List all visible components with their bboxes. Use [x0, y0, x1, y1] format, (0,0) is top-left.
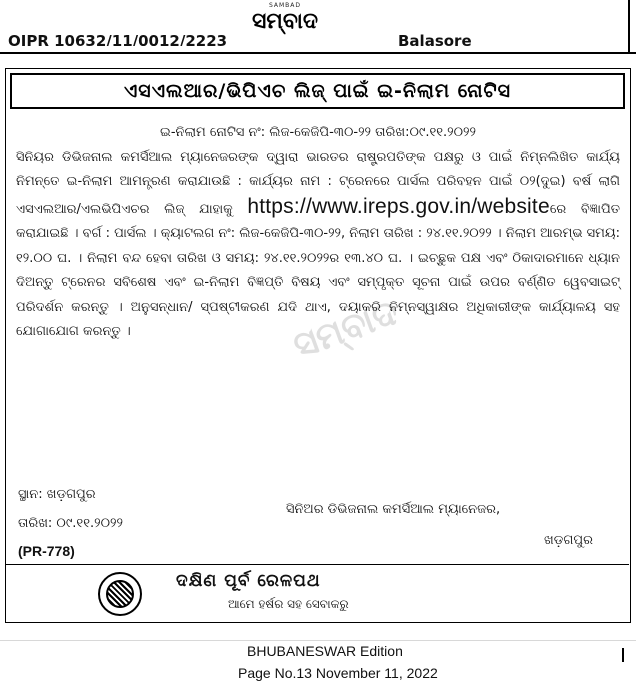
notice-title-box	[10, 73, 625, 109]
cut-off-code: OIPR 10632/11/0012/2223	[8, 34, 228, 46]
notice-paragraph-2: ରେ ବିଜ୍ଞାପିତ କରାଯାଇଛି । ବର୍ଗ : ପାର୍ସଲ । କ୍ୟାଟଲଗ ନଂ: ଲିଜ-କେଜିପି-୩୦-୨୨, ନିଲାମ ତାରିଖ : ୨୪.୧୧.୨୦୨୨ । ନିଲାମ ଆରମ୍ଭ ସମୟ: ୧୨.୦୦ ଘ. । ନିଲାମ ବନ୍ଦ ହେବା ତାରିଖ ଓ ସମୟ: ୨୪.୧୧.୨୦୨୨ର ୧୩.୪୦ ଘ. । ଇଚ୍ଛୁକ ପକ୍ଷ ଏବଂ ଠିକାଦାରମାନେ ଧ୍ୟାନ ଦିଅନ୍ତୁ ଟ୍ରେନର ସବିଶେଷ ଏବଂ ଇ-ନିଲାମ ବିଜ୍ଞପ୍ତି ବିଷୟ ଏବଂ ସମ୍ପୃକ୍ତ ସୂଚନା ପାଇଁ ଉପର ବର୍ଣ୍ଣିତ ୱେବସାଇଟ୍ ପରିଦର୍ଶନ କରନ୍ତୁ । ଅନୁସନ୍ଧାନ/ ସ୍ପଷ୍ଟୀକରଣ ଯଦି ଥାଏ, ଦୟାକରି ନିମ୍ନସ୍ୱାକ୍ଷର ଅଧିକାରୀଙ୍କ କାର୍ଯ୍ୟାଳୟ ସହ ଯୋଗାଯୋଗ କରନ୍ତୁ ।	[16, 201, 621, 339]
notice-date: ତାରିଖ: ୦୯.୧୧.୨୦୨୨	[18, 516, 123, 531]
watermark-text: ସମ୍ବାଦ	[288, 291, 404, 368]
page-date-line: Page No.13 November 11, 2022	[238, 665, 438, 681]
masthead-border	[628, 0, 630, 52]
website-link[interactable]: https://www.ireps.gov.in/website	[247, 194, 550, 218]
page-bottom-rule	[0, 640, 636, 641]
pr-code: (PR-778)	[18, 543, 75, 559]
logo-small-text: SAMBAD	[268, 2, 302, 9]
notice-place: ସ୍ଥାନ: ଖଡ଼ଗପୁର	[18, 487, 96, 502]
corner-mark	[622, 648, 628, 662]
notice-title: ଏସଏଲଆର/ଭିପିଏଚ ଲିଜ୍ ପାଇଁ ଇ-ନିଲାମ ନୋଟିସ	[123, 80, 512, 102]
notice-body	[16, 121, 620, 345]
railway-emblem-icon	[98, 572, 142, 616]
masthead-divider	[0, 52, 636, 54]
newspaper-logo	[232, 2, 338, 36]
logo-text: ସମ୍ବାଦ	[252, 9, 318, 34]
notice-reference: ଇ-ନିଲାମ ନୋଟିସ ନଂ: ଲିଜ-କେଜିପି-୩୦-୨୨ ତାରିଖ:୦୯.୧୧.୨୦୨୨	[160, 125, 476, 140]
auction-notice	[5, 68, 631, 623]
signatory-place: ଖଡ଼ଗପୁର	[544, 533, 593, 548]
signatory-title: ସିନିଅର ଡିଭିଜନାଲ କମର୍ସିଆଲ ମ୍ୟାନେଜର,	[286, 502, 501, 517]
railway-name: ଦକ୍ଷିଣ ପୂର୍ବ ରେଳପଥ	[176, 571, 321, 591]
notice-footer-divider	[6, 564, 629, 565]
cut-off-place: Balasore	[398, 34, 472, 46]
newspaper-masthead	[0, 0, 636, 52]
emblem-wheel-icon	[106, 580, 134, 608]
edition-label: BHUBANESWAR Edition	[247, 643, 403, 659]
notice-paragraph-1: ସିନିୟର ଡିଭିଜନାଲ କମର୍ସିଆଲ ମ୍ୟାନେଜରଙ୍କ ଦ୍ୱାରା ଭାରତର ରାଷ୍ଟ୍ରପତିଙ୍କ ପକ୍ଷରୁ ଓ ପାଇଁ ନିମ୍ନଲିଖିତ କାର୍ଯ୍ୟ ନିମନ୍ତେ ଇ-ନିଲାମ ଆମନ୍ତ୍ରଣ କରାଯାଉଛି : କାର୍ଯ୍ୟର ନାମ : ଟ୍ରେନରେ ପାର୍ସଲ ପରିବହନ ପାଇଁ ୦୨(ଦୁଇ) ବର୍ଷ ଲାଗି ଏସଏଲଆର/ଏଲଭିପିଏଚର ଲିଜ୍ ଯାହାକୁ	[16, 149, 620, 217]
railway-slogan: ଆମେ ହର୍ଷର ସହ ସେବାକରୁ	[228, 597, 349, 611]
